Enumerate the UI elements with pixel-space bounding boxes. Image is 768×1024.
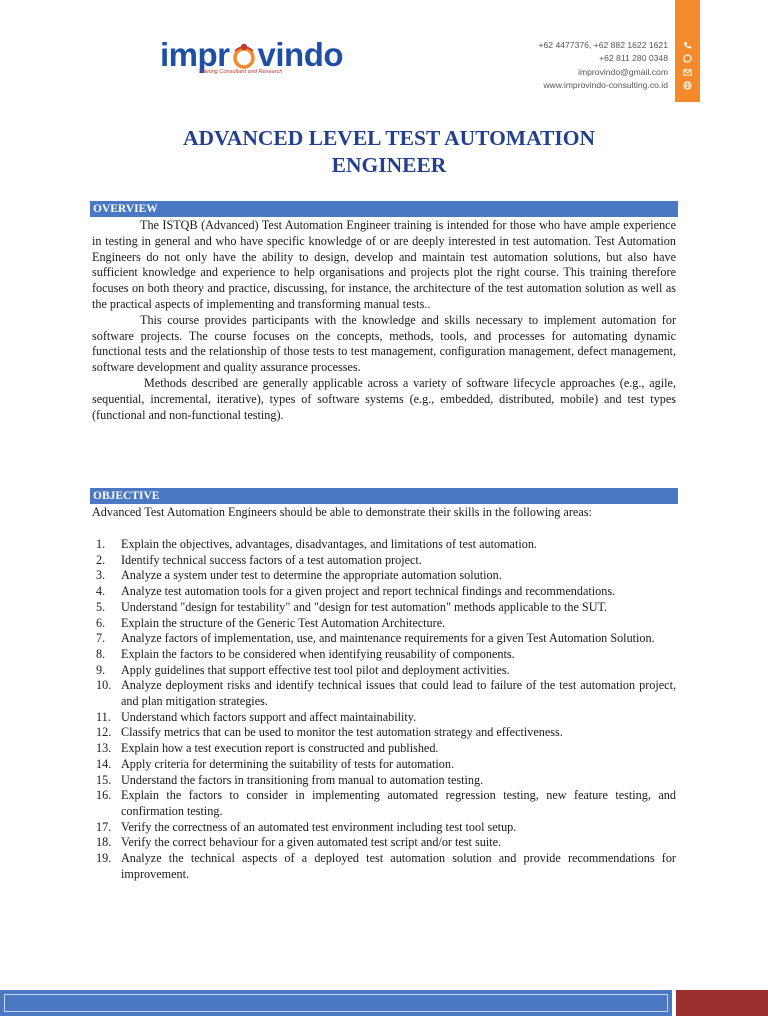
objective-item-text: Explain the factors to consider in implementing automated regression testing, new feature testing, and confirmation testing. [121,788,676,818]
objective-item-text: Understand "design for testability" and "design for test automation" methods applicable to the SUT. [121,599,608,614]
objective-item-text: Apply criteria for determining the suitability of tests for automation. [121,756,455,771]
objective-item-text: Explain the factors to be considered when identifying reusability of components. [121,646,515,661]
objective-item-text: Analyze the technical aspects of a deployed test automation solution and provide recommendations for improvement. [121,851,676,881]
whatsapp-icon [683,54,692,63]
overview-paragraph: This course provides participants with the knowledge and skills necessary to implement automation for software projects. The course focuses on the concepts, methods, tools, and processes for automating dynamic functional tests and the relationship of those tests to test management, configuration management, defect management, software development and quality assurance processes. [92,312,676,375]
objective-item-text: Analyze test automation tools for a given project and report technical findings and recommendations. [121,584,616,599]
mail-icon [683,68,692,77]
globe-icon [683,81,692,90]
objective-item-number: 11. [96,709,111,724]
phone-numbers-line1: +62 4477376, +62 882 1622 1621 [538,40,668,50]
objective-item-number: 19. [96,851,112,866]
objective-item-text: Understand the factors in transitioning from manual to automation testing. [121,772,484,787]
objective-item-number: 14. [96,756,112,771]
objective-item-number: 8. [96,646,106,661]
overview-text [92,218,676,423]
objective-item [92,600,676,616]
objective-item-number: 12. [96,725,112,740]
objective-item [92,616,676,632]
objective-item-number: 18. [96,835,112,850]
objective-item-number: 10. [96,678,112,693]
objective-list [92,537,676,882]
objective-item-number: 1. [96,537,106,551]
objective-item [92,851,676,882]
objective-item-number: 2. [96,552,106,567]
objective-item-text: Classify metrics that can be used to monitor the test automation strategy and effectiveness. [121,725,563,740]
objective-item-number: 7. [96,631,106,646]
objective-heading: OBJECTIVE [90,488,678,504]
phone-icon [683,41,692,50]
overview-paragraph: The ISTQB (Advanced) Test Automation Engineer training is intended for those who have ample experience in testing in general and who have specific knowledge of or are deeply interested in test automation. Test Automation Engineers do not only have the ability to design, develop and maintain test automation solutions, but also have sufficient knowledge and experience to help organisations and projects plot the right course. This training therefore focuses on both theory and practice, discussing, for instance, the architecture of the test automation solution as well as the practical aspects of implementing and transforming manual tests.. [92,218,676,311]
objective-item-text: Understand which factors support and affect maintainability. [121,709,417,724]
objective-item-text: Explain the objectives, advantages, disadvantages, and limitations of test automation. [121,537,537,551]
phone-numbers-line2: +62 811 280 0348 [599,53,668,64]
objective-item-text: Verify the correct behaviour for a given automated test script and/or test suite. [121,835,502,850]
objective-item-text: Verify the correctness of an automated test environment including test tool setup. [121,819,517,834]
contact-icon-strip [675,0,700,102]
objective-item [92,741,676,757]
objective-item [92,773,676,789]
objective-item-text: Apply guidelines that support effective test tool pilot and deployment activities. [121,662,510,677]
logo-tagline: Training Consultant and Research [198,69,283,75]
email-address: improvindo@gmail.com [578,66,668,77]
objective-item-text: Identify technical success factors of a test automation project. [121,552,422,567]
objective-item [92,663,676,679]
objective-item-text: Explain the structure of the Generic Test Automation Architecture. [121,615,446,630]
objective-item [92,568,676,584]
objective-item-number: 13. [96,741,112,756]
objective-item [92,725,676,741]
objective-item [92,584,676,600]
objective-item-number: 5. [96,599,106,614]
objective-item-number: 9. [96,662,106,677]
objective-item [92,678,676,709]
objective-intro: Advanced Test Automation Engineers should be able to demonstrate their skills in the following areas: [92,505,592,519]
objective-item-text: Explain how a test execution report is constructed and published. [121,741,439,756]
overview-heading: OVERVIEW [90,201,678,217]
objective-item [92,788,676,819]
objective-item [92,553,676,569]
objective-item-number: 17. [96,819,112,834]
objective-item [92,757,676,773]
objective-item [92,631,676,647]
page-title: ADVANCED LEVEL TEST AUTOMATION ENGINEER [182,126,595,177]
logo-o-icon [231,43,257,69]
contact-info [538,39,668,93]
objective-item-text: Analyze factors of implementation, use, and maintenance requirements for a given Test Automation Solution. [121,631,655,646]
objective-item-number: 15. [96,772,112,787]
objective-item-number: 6. [96,615,106,630]
website-address: www.improvindo-consulting.co.id [543,80,668,91]
objective-item-number: 4. [96,584,106,599]
objective-item-text: Analyze a system under test to determine the appropriate automation solution. [121,568,502,583]
footer-bar-red [676,990,768,1016]
logo-text-impr: impr [160,36,230,73]
objective-item [92,835,676,851]
objective-item-text: Analyze deployment risks and identify technical issues that could lead to failure of the test automation project, and plan mitigation strategies. [121,678,676,709]
objective-item [92,647,676,663]
overview-paragraph: Methods described are generally applicable across a variety of software lifecycle approaches (e.g., agile, sequential, incremental, iterative), types of software systems (e.g., embedded, distributed, mobile) and test types (functional and non-functional testing). [92,375,676,422]
objective-item [92,820,676,836]
objective-item [92,710,676,726]
logo-text-vindo: vindo [257,36,344,73]
objective-item-number: 3. [96,568,106,583]
footer-bar-blue [0,990,672,1016]
objective-item-number: 16. [96,788,112,803]
objective-item [92,537,676,553]
